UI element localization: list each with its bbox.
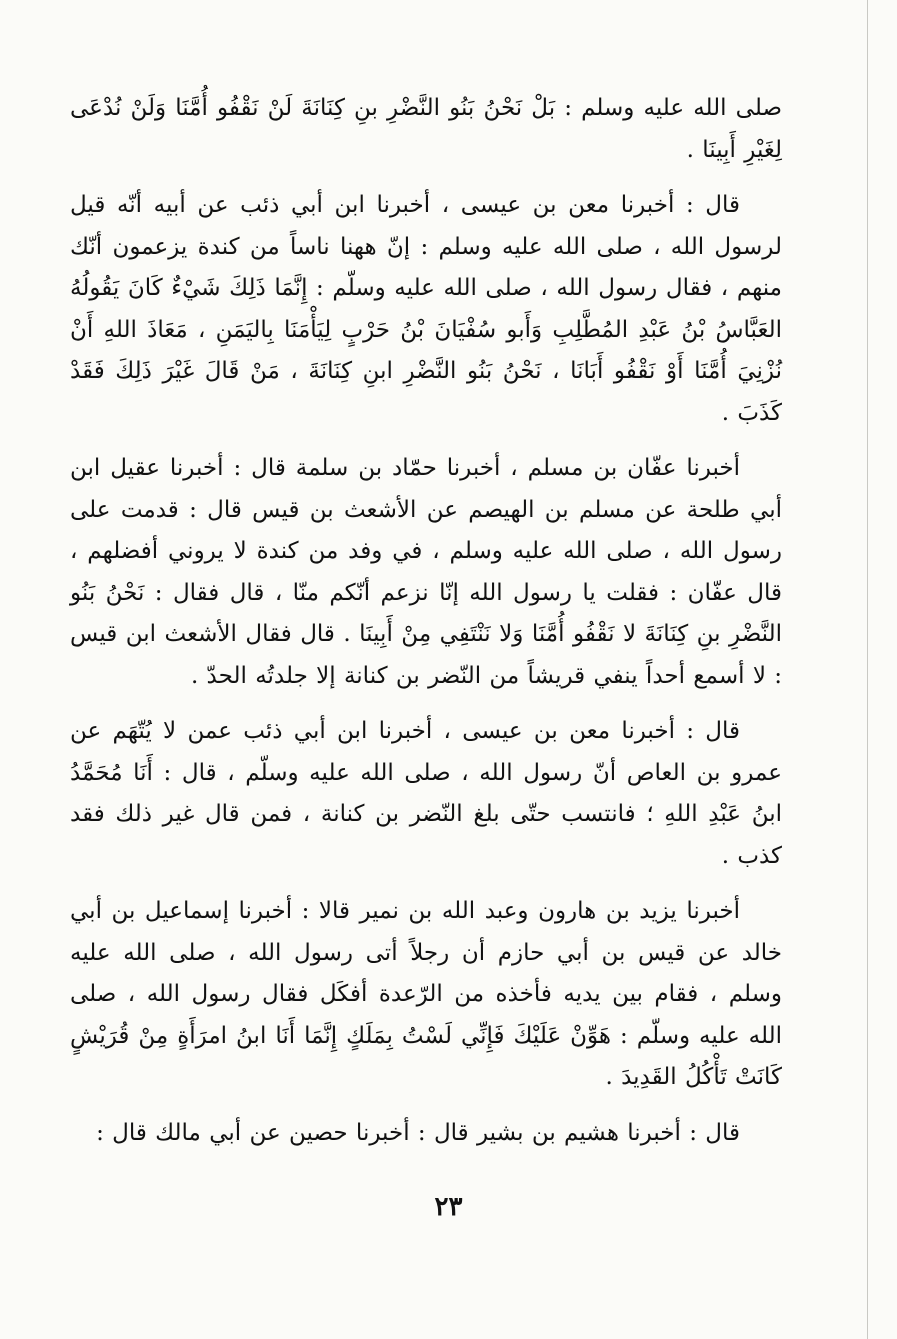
- scan-edge-line: [867, 0, 868, 1339]
- paragraph-6: قال : أخبرنا هشيم بن بشير قال : أخبرنا حصين عن أبي مالك قال :: [96, 1119, 740, 1146]
- page-body: [70, 88, 782, 1168]
- page-number: ٢٣: [434, 1192, 463, 1222]
- paragraph-4: قال : أخبرنا معن بن عيسى ، أخبرنا ابن أبي ذئب عمن لا يُتّهَم عن عمرو بن العاص أنّ رسول الله ، صلى الله عليه وسلّم ، قال : أَنَا مُحَمَّدُ ابنُ عَبْدِ اللهِ ؛ فانتسب حتّى بلغ النّضر بن كنانة ، فمن قال غير ذلك فقد كذب .: [70, 718, 782, 869]
- paragraph-3: أخبرنا عفّان بن مسلم ، أخبرنا حمّاد بن سلمة قال : أخبرنا عقيل ابن أبي طلحة عن مسلم بن الهيصم عن الأشعث بن قيس قال : قدمت على رسول الله ، صلى الله عليه وسلم ، في وفد من كندة لا يروني أفضلهم ، قال عفّان : فقلت يا رسول الله إنّا نزعم أنّكم منّا ، قال فقال : نَحْنُ بَنُو النَّضْرِ بنِ كِنَانَةَ لا نَقْفُو أُمَّنَا وَلا نَنْتَفِي مِنْ أَبِينَا . قال فقال الأشعث ابن قيس : لا أسمع أحداً ينفي قريشاً من النّضر بن كنانة إلا جلدتُه الحدّ .: [70, 455, 782, 689]
- paragraph-5: أخبرنا يزيد بن هارون وعبد الله بن نمير قالا : أخبرنا إسماعيل بن أبي خالد عن قيس بن أبي حازم أن رجلاً أتى رسول الله ، صلى الله عليه وسلم ، فقام بين يديه فأخذه من الرّعدة أفكَل فقال رسول الله ، صلى الله عليه وسلّم : هَوِّنْ عَلَيْكَ فَإِنِّي لَسْتُ بِمَلَكٍ إِنَّمَا أَنَا ابنُ امرَأَةٍ مِنْ قُرَيْشٍ كَانَتْ تَأْكُلُ القَدِيدَ .: [70, 898, 782, 1090]
- paragraph-1: صلى الله عليه وسلم : بَلْ نَحْنُ بَنُو النَّضْرِ بنِ كِنَانَةَ لَنْ نَقْفُو أُمَّنَا وَلَنْ نُدْعَى لِغَيْرِ أَبِينَا .: [70, 95, 782, 163]
- paragraph-2: قال : أخبرنا معن بن عيسى ، أخبرنا ابن أبي ذئب عن أبيه أنّه قيل لرسول الله ، صلى الله عليه وسلم : إنّ ههنا ناساً من كندة يزعمون أنّك منهم ، فقال رسول الله ، صلى الله عليه وسلّم : إِنَّمَا ذَلِكَ شَيْءٌ كَانَ يَقُولُهُ العَبَّاسُ بْنُ عَبْدِ المُطَّلِبِ وَأَبو سُفْيَانَ بْنُ حَرْبٍ لِيَأْمَنَا بِاليَمَنِ ، مَعَاذَ اللهِ أَنْ نُزْنِيَ أُمَّنَا أَوْ نَقْفُو أَبَانَا ، نَحْنُ بَنُو النَّضْرِ ابنِ كِنَانَةَ ، مَنْ قَالَ غَيْرَ ذَلِكَ فَقَدْ كَذَبَ .: [70, 192, 782, 426]
